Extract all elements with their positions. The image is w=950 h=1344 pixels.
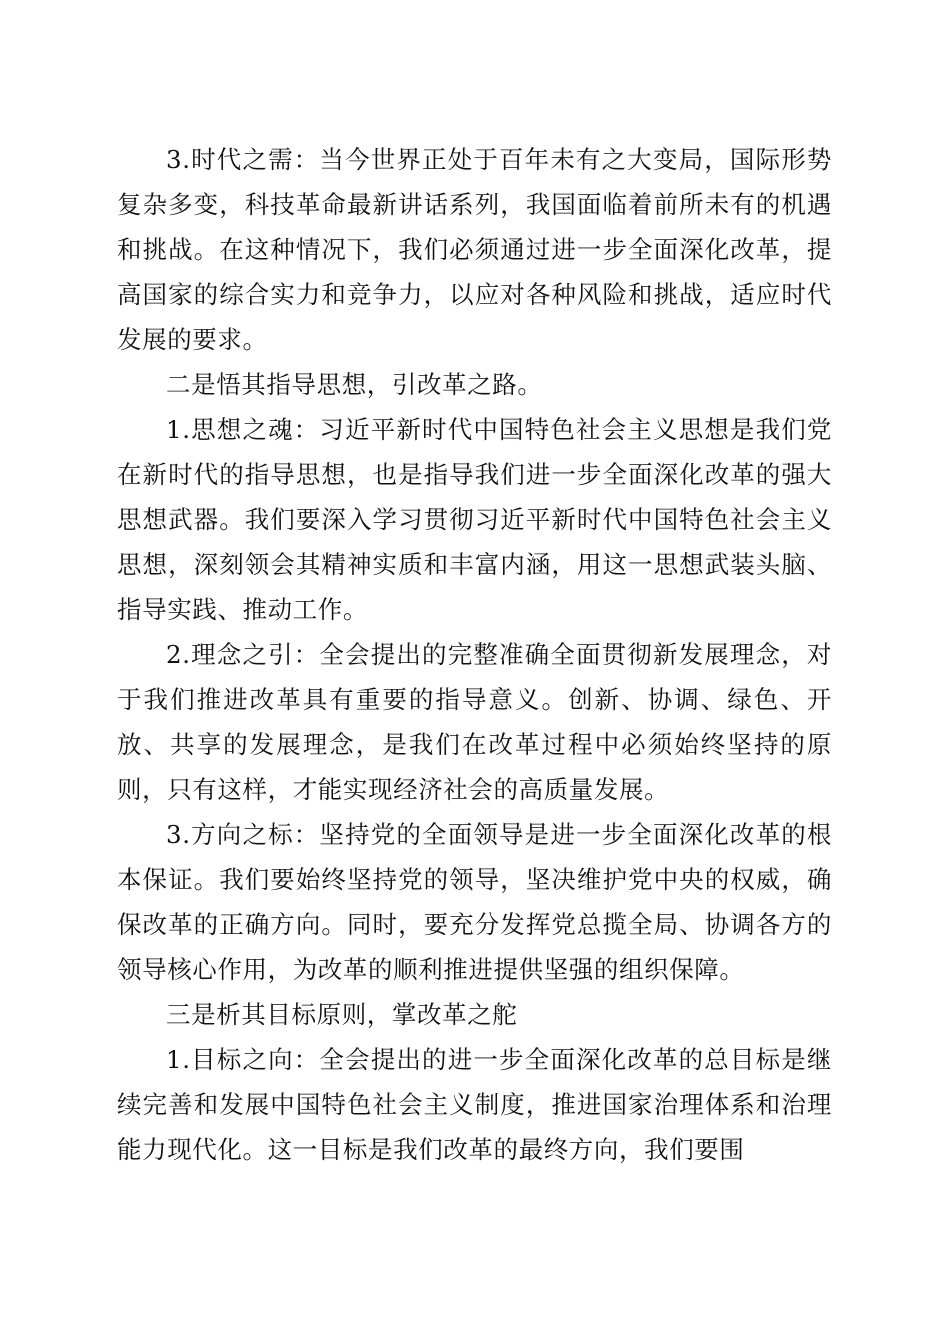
paragraph-goal-direction: 1.目标之向：全会提出的进一步全面深化改革的总目标是继续完善和发展中国特色社会主义制度，推进国家治理体系和治理能力现代化。这一目标是我们改革的最终方向，我们要围 [117, 1045, 832, 1164]
paragraph-direction-marker: 3.方向之标：坚持党的全面领导是进一步全面深化改革的根本保证。我们要始终坚持党的领导，坚决维护党中央的权威，确保改革的正确方向。同时，要充分发挥党总揽全局、协调各方的领导核心作用，为改革的顺利推进提供坚强的组织保障。 [117, 820, 832, 984]
paragraph-guidance-of-concept: 2.理念之引：全会提出的完整准确全面贯彻新发展理念，对于我们推进改革具有重要的指导意义。创新、协调、绿色、开放、共享的发展理念，是我们在改革过程中必须始终坚持的原则，只有这样，才能实现经济社会的高质量发展。 [117, 640, 832, 804]
section-heading-guiding-thought: 二是悟其指导思想，引改革之路。 [166, 370, 543, 399]
document-body [117, 137, 832, 1172]
paragraph-era-needs: 3.时代之需：当今世界正处于百年未有之大变局，国际形势复杂多变，科技革命最新讲话系列，我国面临着前所未有的机遇和挑战。在这种情况下，我们必须通过进一步全面深化改革，提高国家的综合实力和竞争力，以应对各种风险和挑战，适应时代发展的要求。 [117, 145, 832, 354]
paragraph-soul-of-thought: 1.思想之魂：习近平新时代中国特色社会主义思想是我们党在新时代的指导思想，也是指导我们进一步全面深化改革的强大思想武器。我们要深入学习贯彻习近平新时代中国特色社会主义思想，深刻领会其精神实质和丰富内涵，用这一思想武装头脑、指导实践、推动工作。 [117, 415, 832, 624]
section-heading-goals-principles: 三是析其目标原则，掌改革之舵 [166, 1000, 518, 1029]
